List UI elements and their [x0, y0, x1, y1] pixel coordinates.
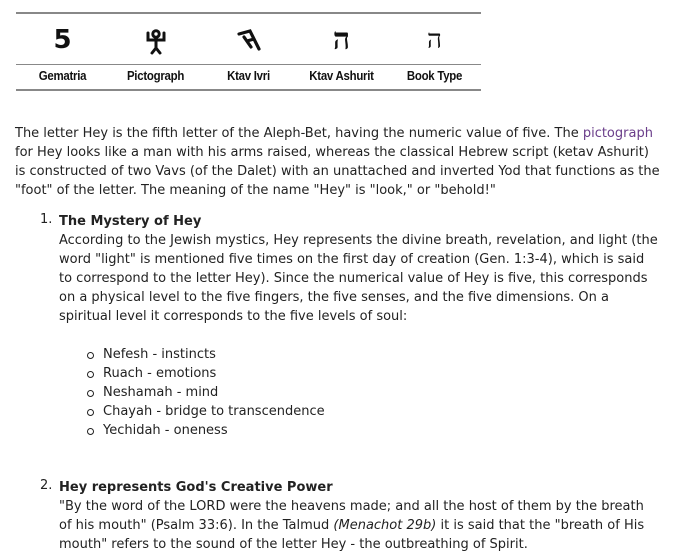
pictograph-glyph — [109, 24, 202, 56]
pictograph-link[interactable]: pictograph — [582, 126, 653, 141]
book-type-glyph: ה — [427, 25, 442, 55]
section-number: 1. — [40, 212, 53, 227]
list-item — [84, 345, 660, 364]
table-top-rule — [16, 12, 481, 14]
list-item-label: Ruach - emotions — [103, 366, 217, 381]
letter-forms-table — [16, 12, 481, 91]
ktav-ashurit-glyph: ה — [332, 22, 351, 57]
section-body-end: it is said that the "breath of His mouth" refers to the sound of the letter Hey - the outbreathing of Spirit. — [59, 518, 645, 552]
bullet-icon — [87, 409, 94, 416]
pictograph-figure-icon — [143, 26, 169, 56]
gematria-caption: Gematria — [38, 68, 87, 83]
bullet-icon — [87, 390, 94, 397]
ktav-ivri-glyph — [202, 24, 295, 56]
list-item — [84, 402, 660, 421]
section-number: 2. — [40, 478, 53, 493]
soul-levels-list — [59, 345, 660, 440]
section-creative-power — [40, 478, 660, 554]
list-item — [84, 383, 660, 402]
bullet-icon — [87, 352, 94, 359]
bullet-icon — [87, 371, 94, 378]
ktav-ivri-letter-icon — [236, 26, 262, 56]
section-body: According to the Jewish mystics, Hey represents the divine breath, revelation, and light (the word "light" is mentioned five times on the first day of creation (Gen. 1:3-4), which is said to correspond to the letter Hey). Since the numerical value of Hey is five, this corresponds on a physical level to the five fingers, the five senses, and the five dimensions. On a spiritual level it corresponds to the five levels of soul: — [59, 233, 658, 324]
section-body — [59, 497, 660, 554]
gematria-glyph: 5 — [53, 25, 72, 55]
bullet-icon — [87, 428, 94, 435]
list-item — [84, 421, 660, 440]
talmud-citation: (Menachot 29b) — [333, 518, 437, 533]
list-item-label: Nefesh - instincts — [103, 347, 216, 362]
table-bottom-rule — [16, 89, 481, 91]
section-mystery-of-hey — [40, 212, 660, 440]
book-type-caption: Book Type — [406, 68, 463, 83]
pictograph-caption: Pictograph — [126, 68, 185, 83]
table-middle-rule — [16, 64, 481, 65]
list-item-label: Chayah - bridge to transcendence — [103, 404, 325, 419]
list-item-label: Yechidah - oneness — [103, 423, 228, 438]
section-body-start: "By the word of the LORD were the heavens made; and all the host of them by the breath of his mouth" (Psalm 33:6). In the Talmud — [59, 499, 644, 533]
section-title: The Mystery of Hey — [59, 214, 202, 229]
ktav-ashurit-caption: Ktav Ashurit — [309, 68, 374, 83]
intro-text-start: The letter Hey is the fifth letter of the Aleph-Bet, having the numeric value of five. The — [15, 126, 583, 141]
sections-list — [40, 212, 660, 552]
list-item — [84, 364, 660, 383]
intro-text-end: for Hey looks like a man with his arms raised, whereas the classical Hebrew script (ketav Ashurit) is constructed of two Vavs (of the Dalet) with an unattached and inverted Yod that functions as the "foot" of the letter. The meaning of the name "Hey" is "look," or "behold!" — [15, 145, 660, 198]
ktav-ivri-caption: Ktav Ivri — [227, 68, 270, 83]
intro-paragraph — [15, 124, 660, 200]
section-title: Hey represents God's Creative Power — [59, 480, 333, 495]
list-item-label: Neshamah - mind — [103, 385, 219, 400]
